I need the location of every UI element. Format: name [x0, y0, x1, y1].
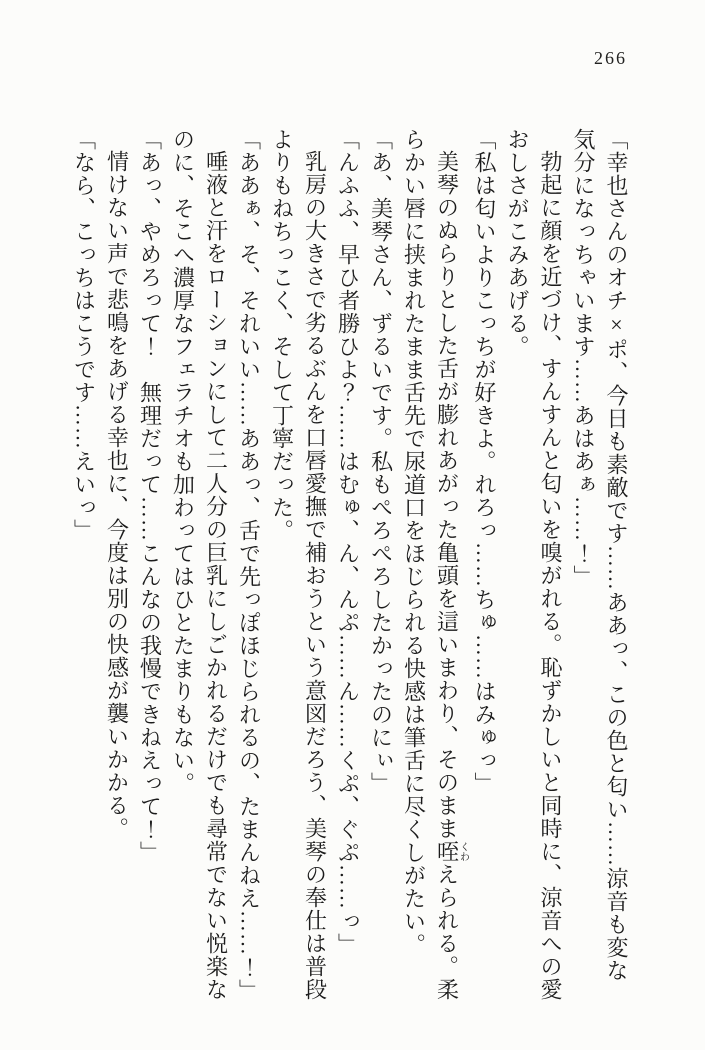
paragraph-narration: 唾液と汗をローションにして二人分の巨乳にしごかれるだけでも尋常でない悦楽なのに、そこへ濃厚なフェラチオも加わってはひとたまりもない。 — [170, 128, 229, 1001]
paragraph-dialogue: 「あっ、やめろって！ 無理だって……こんなの我慢できねえって！」 — [137, 128, 163, 864]
paragraph-narration — [398, 128, 469, 1004]
paragraph-dialogue: 「ああぁ、そ、それいい……ああっ、舌で先っぽほじられるの、たまんねえ……！」 — [236, 128, 262, 1002]
paragraph-dialogue: 「なら、こっちはこうです……えいっ」 — [71, 128, 97, 542]
paragraph-narration: 勃起に顔を近づけ、すんすんと匂いを嗅がれる。恥ずかしいと同時に、涼音への愛おしさがこみあげる。 — [505, 128, 563, 1001]
paragraph-dialogue: 「あ、美琴さん、ずるいです。私もぺろぺろしたかったのにぃ」 — [368, 128, 394, 795]
page-number: 266 — [594, 48, 627, 68]
ruby-base: 咥 — [434, 840, 460, 863]
narration-segment: えられる。柔らかい唇に挟まれたまま舌先で尿道口をほじられる快感は筆舌に尽くしがたい。 — [401, 128, 460, 1001]
text-block — [68, 128, 634, 1004]
narration-segment: 美琴のぬらりとした舌が膨れあがった亀頭を這いまわり、そのまま — [434, 150, 460, 840]
paragraph-narration: 情けない声で悲鳴をあげる幸也に、今度は別の快感が襲いかかる。 — [104, 150, 130, 840]
paragraph-dialogue: 「んふふ、早ひ者勝ひよ？……はむゅ、ん、んぷ……ん……くぷ、ぐぷ……っ」 — [335, 128, 361, 956]
furigana: くわ — [457, 840, 469, 863]
paragraph-narration: 乳房の大きさで劣るぶんを口唇愛撫で補おうという意図だろう、美琴の奉仕は普段よりもねちっこく、そして丁寧だった。 — [269, 128, 328, 1001]
ruby-annotation — [434, 840, 469, 863]
paragraph-dialogue: 「幸也さんのオチ×ポ、今日も素敵です……ああっ、この色と匂い……涼音も変な気分になっちゃいます……あはあぁ……！」 — [571, 128, 629, 982]
paragraph-dialogue: 「私は匂いよりこっちが好きよ。れろっ……ちゅ……はみゅっ」 — [472, 128, 497, 795]
